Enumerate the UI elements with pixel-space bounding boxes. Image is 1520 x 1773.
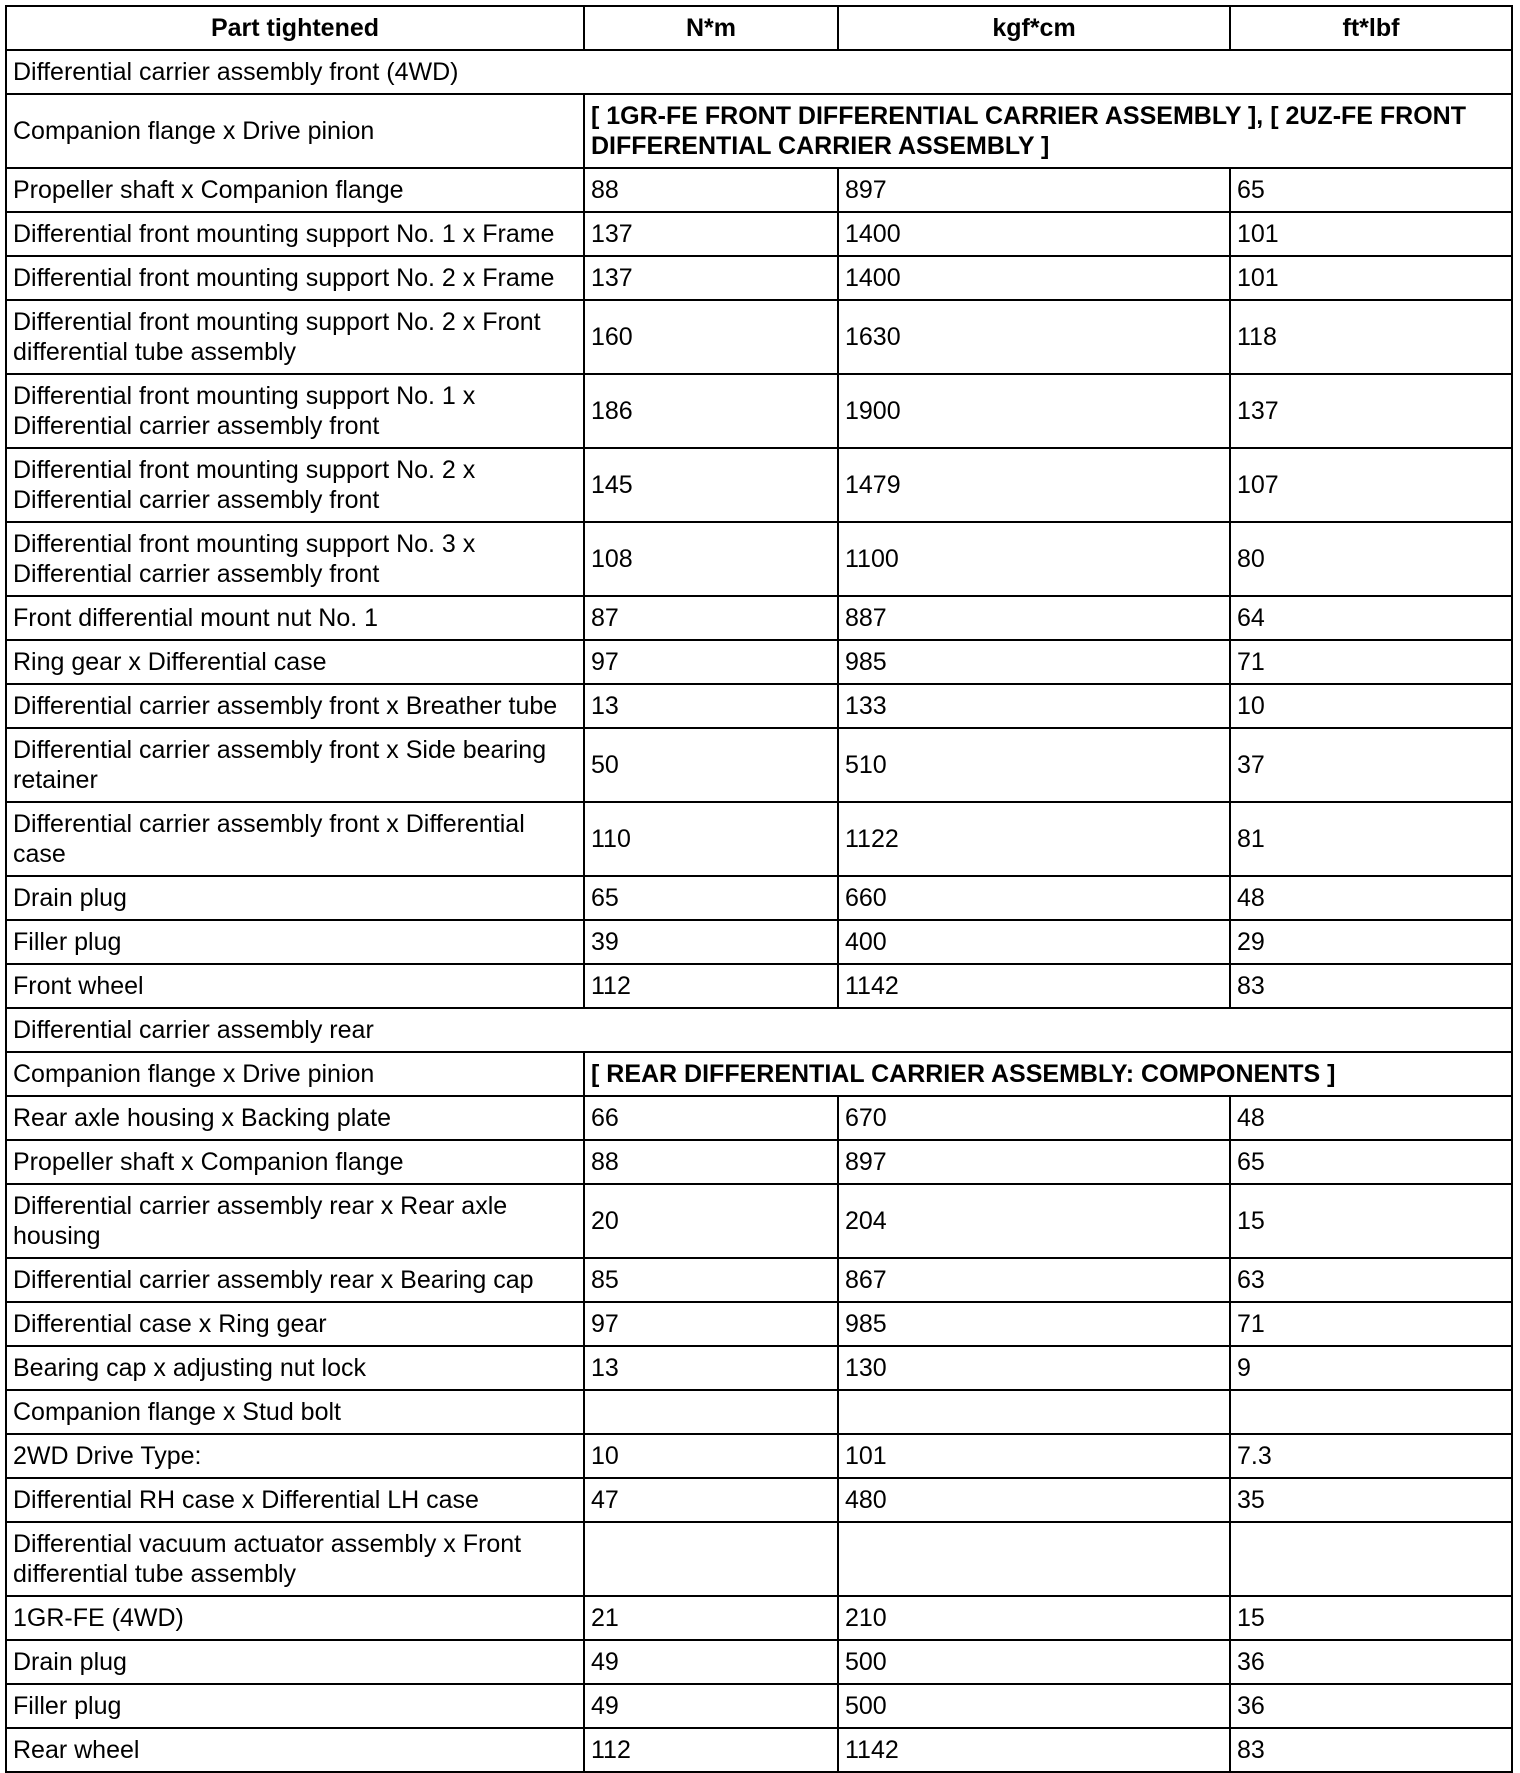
table-row (6, 684, 1512, 728)
kgf-cm-cell: 985 (838, 640, 1230, 684)
header-nm: N*m (584, 6, 838, 50)
header-ft-lbf: ft*lbf (1230, 6, 1512, 50)
ft-lbf-cell: 48 (1230, 1096, 1512, 1140)
part-name-cell: Differential RH case x Differential LH case (6, 1478, 584, 1522)
table-row (6, 1728, 1512, 1772)
part-name-cell: Differential front mounting support No. 1 x Frame (6, 212, 584, 256)
part-name-cell: Ring gear x Differential case (6, 640, 584, 684)
part-name-cell: Differential front mounting support No. 1 x Differential carrier assembly front (6, 374, 584, 448)
ft-lbf-cell: 9 (1230, 1346, 1512, 1390)
nm-cell: 49 (584, 1684, 838, 1728)
table-row (6, 1302, 1512, 1346)
table-row (6, 964, 1512, 1008)
nm-cell: 186 (584, 374, 838, 448)
kgf-cm-cell: 1142 (838, 1728, 1230, 1772)
table-row (6, 596, 1512, 640)
nm-cell (584, 1390, 838, 1434)
part-name-cell: Drain plug (6, 876, 584, 920)
nm-cell: 65 (584, 876, 838, 920)
kgf-cm-cell: 1400 (838, 256, 1230, 300)
nm-cell (584, 1522, 838, 1596)
kgf-cm-cell: 670 (838, 1096, 1230, 1140)
table-row (6, 802, 1512, 876)
torque-spec-table (5, 5, 1513, 1773)
nm-cell: 39 (584, 920, 838, 964)
table-row (6, 1140, 1512, 1184)
ft-lbf-cell: 83 (1230, 964, 1512, 1008)
kgf-cm-cell (838, 1390, 1230, 1434)
part-name-cell: Differential front mounting support No. 3 x Differential carrier assembly front (6, 522, 584, 596)
table-row (6, 374, 1512, 448)
kgf-cm-cell: 210 (838, 1596, 1230, 1640)
kgf-cm-cell: 897 (838, 168, 1230, 212)
nm-cell: 85 (584, 1258, 838, 1302)
kgf-cm-cell: 867 (838, 1258, 1230, 1302)
ft-lbf-cell: 71 (1230, 640, 1512, 684)
ft-lbf-cell: 81 (1230, 802, 1512, 876)
nm-cell: 10 (584, 1434, 838, 1478)
reference-row (6, 94, 1512, 168)
ft-lbf-cell (1230, 1522, 1512, 1596)
part-name-cell: Differential carrier assembly front x Breather tube (6, 684, 584, 728)
kgf-cm-cell: 985 (838, 1302, 1230, 1346)
table-row (6, 1522, 1512, 1596)
kgf-cm-cell: 204 (838, 1184, 1230, 1258)
kgf-cm-cell: 1142 (838, 964, 1230, 1008)
kgf-cm-cell: 400 (838, 920, 1230, 964)
ft-lbf-cell: 36 (1230, 1640, 1512, 1684)
part-name-cell: Front differential mount nut No. 1 (6, 596, 584, 640)
part-name-cell: Differential case x Ring gear (6, 1302, 584, 1346)
table-row (6, 168, 1512, 212)
part-name-cell: Companion flange x Stud bolt (6, 1390, 584, 1434)
nm-cell: 47 (584, 1478, 838, 1522)
nm-cell: 21 (584, 1596, 838, 1640)
kgf-cm-cell: 500 (838, 1684, 1230, 1728)
nm-cell: 13 (584, 684, 838, 728)
kgf-cm-cell: 500 (838, 1640, 1230, 1684)
ft-lbf-cell: 36 (1230, 1684, 1512, 1728)
kgf-cm-cell: 1900 (838, 374, 1230, 448)
table-row (6, 1258, 1512, 1302)
part-name-cell: Differential carrier assembly rear x Bearing cap (6, 1258, 584, 1302)
nm-cell: 108 (584, 522, 838, 596)
header-row (6, 6, 1512, 50)
part-name-cell: Companion flange x Drive pinion (6, 1052, 584, 1096)
part-name-cell: 1GR-FE (4WD) (6, 1596, 584, 1640)
part-name-cell: Rear wheel (6, 1728, 584, 1772)
ft-lbf-cell: 48 (1230, 876, 1512, 920)
table-row (6, 448, 1512, 522)
ft-lbf-cell: 15 (1230, 1596, 1512, 1640)
kgf-cm-cell: 130 (838, 1346, 1230, 1390)
header-part: Part tightened (6, 6, 584, 50)
table-row (6, 728, 1512, 802)
part-name-cell: Front wheel (6, 964, 584, 1008)
kgf-cm-cell: 1122 (838, 802, 1230, 876)
table-row (6, 876, 1512, 920)
ft-lbf-cell: 83 (1230, 1728, 1512, 1772)
part-name-cell: Filler plug (6, 1684, 584, 1728)
ft-lbf-cell: 37 (1230, 728, 1512, 802)
part-name-cell: Rear axle housing x Backing plate (6, 1096, 584, 1140)
table-row (6, 1478, 1512, 1522)
reference-row (6, 1052, 1512, 1096)
ft-lbf-cell: 15 (1230, 1184, 1512, 1258)
nm-cell: 160 (584, 300, 838, 374)
table-row (6, 1096, 1512, 1140)
kgf-cm-cell: 660 (838, 876, 1230, 920)
ft-lbf-cell: 10 (1230, 684, 1512, 728)
nm-cell: 88 (584, 168, 838, 212)
kgf-cm-cell: 510 (838, 728, 1230, 802)
nm-cell: 20 (584, 1184, 838, 1258)
nm-cell: 50 (584, 728, 838, 802)
kgf-cm-cell (838, 1522, 1230, 1596)
part-name-cell: Bearing cap x adjusting nut lock (6, 1346, 584, 1390)
part-name-cell: 2WD Drive Type: (6, 1434, 584, 1478)
ft-lbf-cell: 137 (1230, 374, 1512, 448)
nm-cell: 13 (584, 1346, 838, 1390)
table-row (6, 300, 1512, 374)
part-name-cell: Differential front mounting support No. 2 x Frame (6, 256, 584, 300)
ft-lbf-cell: 80 (1230, 522, 1512, 596)
ft-lbf-cell: 29 (1230, 920, 1512, 964)
part-name-cell: Differential vacuum actuator assembly x Front differential tube assembly (6, 1522, 584, 1596)
kgf-cm-cell: 887 (838, 596, 1230, 640)
table-row (6, 1434, 1512, 1478)
section-title: Differential carrier assembly front (4WD) (6, 50, 1512, 94)
kgf-cm-cell: 1100 (838, 522, 1230, 596)
table-row (6, 1684, 1512, 1728)
table-row (6, 1390, 1512, 1434)
nm-cell: 49 (584, 1640, 838, 1684)
part-name-cell: Differential carrier assembly front x Side bearing retainer (6, 728, 584, 802)
nm-cell: 145 (584, 448, 838, 522)
table-row (6, 1640, 1512, 1684)
section-row (6, 50, 1512, 94)
nm-cell: 137 (584, 212, 838, 256)
nm-cell: 112 (584, 1728, 838, 1772)
ft-lbf-cell: 101 (1230, 212, 1512, 256)
table-row (6, 212, 1512, 256)
table-row (6, 1596, 1512, 1640)
table-row (6, 920, 1512, 964)
ft-lbf-cell: 107 (1230, 448, 1512, 522)
kgf-cm-cell: 1400 (838, 212, 1230, 256)
nm-cell: 97 (584, 640, 838, 684)
kgf-cm-cell: 480 (838, 1478, 1230, 1522)
part-name-cell: Differential carrier assembly rear x Rear axle housing (6, 1184, 584, 1258)
ft-lbf-cell: 35 (1230, 1478, 1512, 1522)
header-kgf-cm: kgf*cm (838, 6, 1230, 50)
kgf-cm-cell: 101 (838, 1434, 1230, 1478)
kgf-cm-cell: 1479 (838, 448, 1230, 522)
table-row (6, 1346, 1512, 1390)
part-name-cell: Differential carrier assembly front x Differential case (6, 802, 584, 876)
part-name-cell: Differential front mounting support No. 2 x Front differential tube assembly (6, 300, 584, 374)
ft-lbf-cell: 64 (1230, 596, 1512, 640)
ft-lbf-cell (1230, 1390, 1512, 1434)
reference-cell: [ 1GR-FE FRONT DIFFERENTIAL CARRIER ASSEMBLY ], [ 2UZ-FE FRONT DIFFERENTIAL CARRIER ASSEMBLY ] (584, 94, 1512, 168)
part-name-cell: Differential front mounting support No. 2 x Differential carrier assembly front (6, 448, 584, 522)
ft-lbf-cell: 65 (1230, 1140, 1512, 1184)
nm-cell: 88 (584, 1140, 838, 1184)
nm-cell: 66 (584, 1096, 838, 1140)
part-name-cell: Companion flange x Drive pinion (6, 94, 584, 168)
part-name-cell: Propeller shaft x Companion flange (6, 1140, 584, 1184)
part-name-cell: Drain plug (6, 1640, 584, 1684)
nm-cell: 87 (584, 596, 838, 640)
part-name-cell: Filler plug (6, 920, 584, 964)
nm-cell: 110 (584, 802, 838, 876)
ft-lbf-cell: 7.3 (1230, 1434, 1512, 1478)
part-name-cell: Propeller shaft x Companion flange (6, 168, 584, 212)
table-row (6, 640, 1512, 684)
section-title: Differential carrier assembly rear (6, 1008, 1512, 1052)
nm-cell: 112 (584, 964, 838, 1008)
kgf-cm-cell: 133 (838, 684, 1230, 728)
ft-lbf-cell: 65 (1230, 168, 1512, 212)
ft-lbf-cell: 101 (1230, 256, 1512, 300)
kgf-cm-cell: 897 (838, 1140, 1230, 1184)
kgf-cm-cell: 1630 (838, 300, 1230, 374)
table-row (6, 522, 1512, 596)
table-row (6, 256, 1512, 300)
ft-lbf-cell: 63 (1230, 1258, 1512, 1302)
reference-cell: [ REAR DIFFERENTIAL CARRIER ASSEMBLY: COMPONENTS ] (584, 1052, 1512, 1096)
nm-cell: 97 (584, 1302, 838, 1346)
section-row (6, 1008, 1512, 1052)
ft-lbf-cell: 71 (1230, 1302, 1512, 1346)
nm-cell: 137 (584, 256, 838, 300)
table-body (6, 50, 1512, 1772)
ft-lbf-cell: 118 (1230, 300, 1512, 374)
table-row (6, 1184, 1512, 1258)
